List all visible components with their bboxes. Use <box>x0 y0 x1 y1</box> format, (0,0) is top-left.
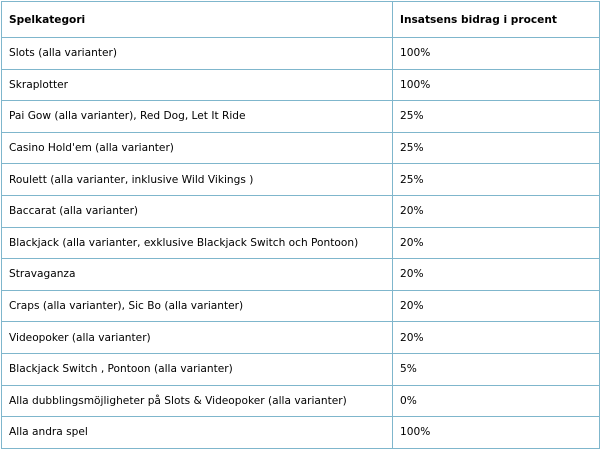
cell-contribution-percent: 20% <box>393 290 600 322</box>
cell-contribution-percent: 20% <box>393 195 600 227</box>
table-row <box>2 259 600 291</box>
table-row <box>2 290 600 322</box>
table-row <box>2 322 600 354</box>
cell-contribution-percent: 20% <box>393 259 600 291</box>
cell-contribution-percent: 100% <box>393 38 600 70</box>
table-row <box>2 132 600 164</box>
wagering-contribution-table-container <box>1 1 599 469</box>
cell-contribution-percent: 25% <box>393 101 600 133</box>
table-row <box>2 353 600 385</box>
table-header-row <box>2 2 600 38</box>
cell-game-category: Alla andra spel <box>2 417 393 449</box>
cell-game-category: Slots (alla varianter) <box>2 38 393 70</box>
cell-contribution-percent: 25% <box>393 164 600 196</box>
cell-game-category: Pai Gow (alla varianter), Red Dog, Let It Ride <box>2 101 393 133</box>
cell-game-category: Baccarat (alla varianter) <box>2 195 393 227</box>
cell-game-category: Blackjack (alla varianter, exklusive Blackjack Switch och Pontoon) <box>2 227 393 259</box>
cell-game-category: Craps (alla varianter), Sic Bo (alla varianter) <box>2 290 393 322</box>
table-row <box>2 417 600 449</box>
table-row <box>2 164 600 196</box>
cell-game-category: Alla dubblingsmöjligheter på Slots & Videopoker (alla varianter) <box>2 385 393 417</box>
header-game-category: Spelkategori <box>2 2 393 38</box>
cell-contribution-percent: 5% <box>393 353 600 385</box>
table-row <box>2 38 600 70</box>
table-row <box>2 385 600 417</box>
table-row <box>2 195 600 227</box>
cell-game-category: Casino Hold'em (alla varianter) <box>2 132 393 164</box>
cell-game-category: Skraplotter <box>2 69 393 101</box>
cell-game-category: Roulett (alla varianter, inklusive Wild Vikings ) <box>2 164 393 196</box>
cell-contribution-percent: 20% <box>393 322 600 354</box>
header-contribution-percent: Insatsens bidrag i procent <box>393 2 600 38</box>
cell-contribution-percent: 25% <box>393 132 600 164</box>
cell-contribution-percent: 100% <box>393 69 600 101</box>
cell-game-category: Videopoker (alla varianter) <box>2 322 393 354</box>
cell-game-category: Stravaganza <box>2 259 393 291</box>
cell-contribution-percent: 20% <box>393 227 600 259</box>
wagering-contribution-table <box>1 1 600 449</box>
table-row <box>2 101 600 133</box>
table-row <box>2 227 600 259</box>
cell-contribution-percent: 100% <box>393 417 600 449</box>
cell-contribution-percent: 0% <box>393 385 600 417</box>
table-row <box>2 69 600 101</box>
cell-game-category: Blackjack Switch , Pontoon (alla varianter) <box>2 353 393 385</box>
